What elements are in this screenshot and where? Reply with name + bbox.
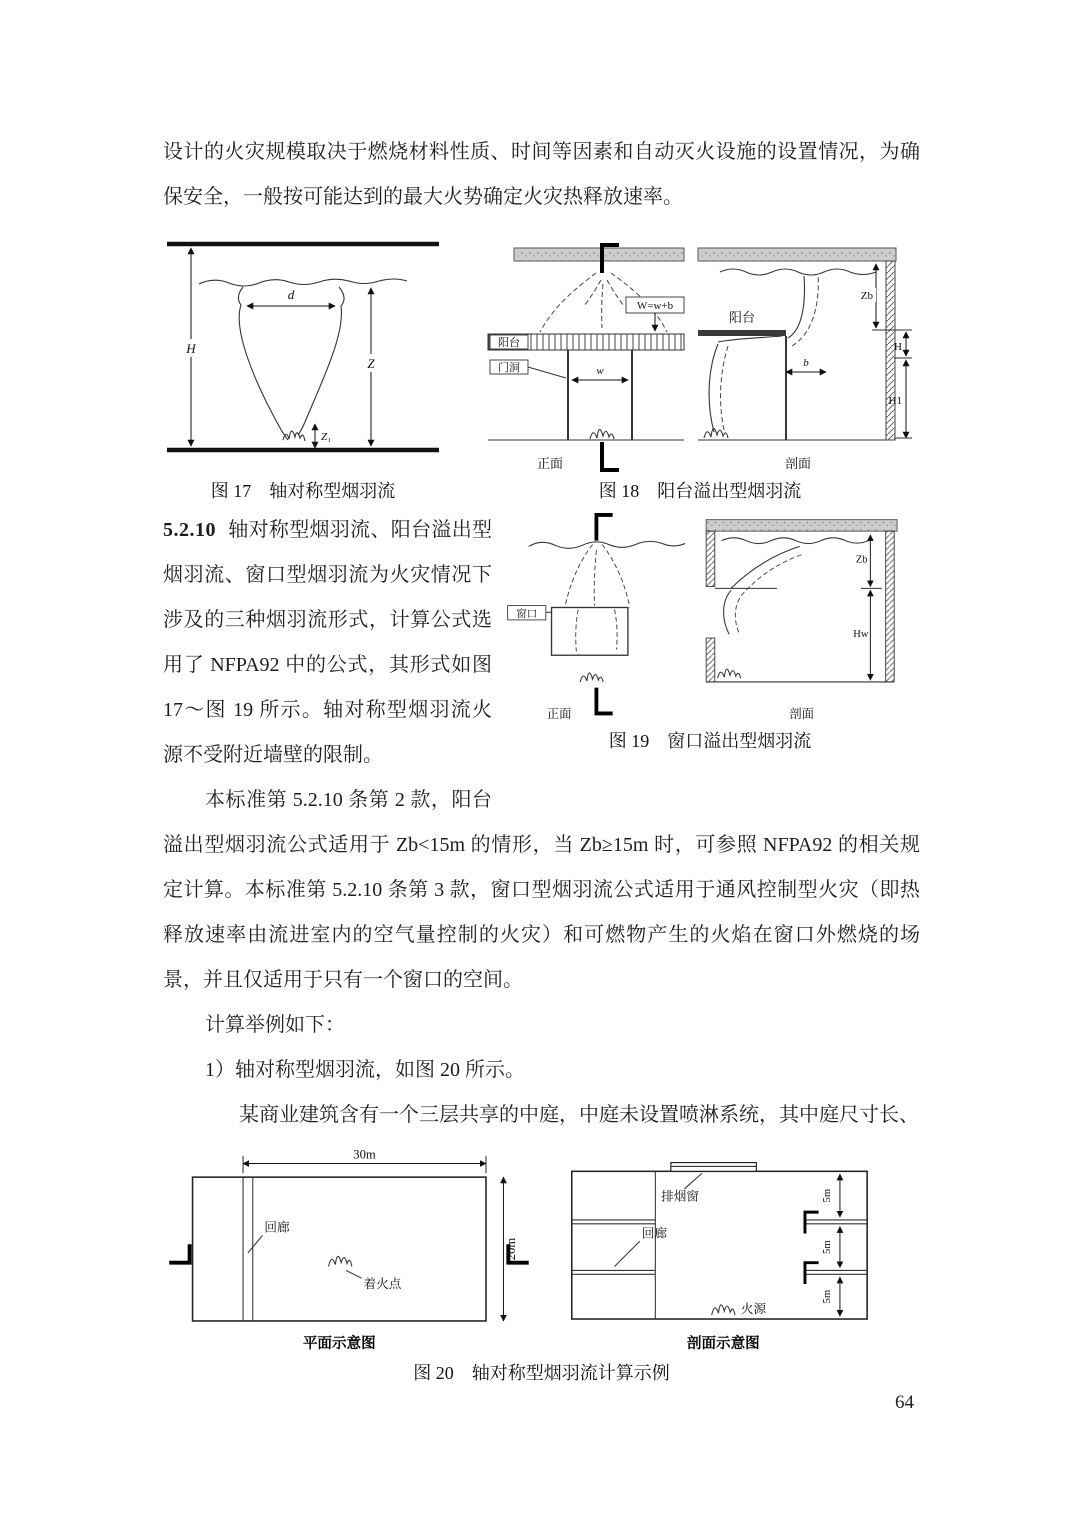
fig17-dimensions (182, 248, 380, 448)
paragraph-example-detail: 某商业建筑含有一个三层共享的中庭，中庭未设置喷淋系统，其中庭尺寸长、 (239, 1104, 919, 1126)
fig20-label-5m-1: 5m (821, 1188, 834, 1203)
figure-20-section-figure (550, 1148, 920, 1354)
section-number: 5.2.10 (163, 519, 216, 541)
fig19-section-view (706, 520, 897, 722)
fig18-front-view (488, 245, 684, 471)
fig19-label-zb: Zb (855, 554, 868, 566)
fig20-label-5m-3: 5m (821, 1289, 834, 1304)
fig17-label-Z1: Z₁ (321, 431, 331, 443)
figure-17-diagram (163, 234, 443, 474)
fig18-label-b: b (803, 357, 809, 369)
fig18-label-section: 剖面 (784, 456, 812, 471)
fig18-label-w: w (596, 365, 604, 377)
section-cut-mark-bottom (596, 688, 612, 714)
fig18-label-h1: H1 (888, 395, 902, 407)
fig18-label-w-eq: W=w+b (636, 300, 674, 312)
fig20-section-shapes (572, 1163, 867, 1353)
figure-20-plan-figure (163, 1148, 533, 1354)
fig17-label-d: d (287, 287, 295, 302)
paragraph-example-item: 1）轴对称型烟羽流，如图 20 所示。 (205, 1059, 525, 1081)
figure-17 (163, 234, 443, 504)
figure-19-caption: 图 19 窗口溢出型烟羽流 (608, 731, 812, 751)
section-text: 轴对称型烟羽流、阳台溢出型烟羽流、窗口型烟羽流为火灾情况下涉及的三种烟羽流形式，计算公式选用了 NFPA92 中的公式，其形式如图 17～图 19 所示。轴对称型烟羽流火源不受附近墙壁的限制。 (163, 519, 492, 766)
fig19-front-view (508, 515, 686, 721)
fig19-section-flame-icon (718, 669, 741, 678)
figure-19-diagram (500, 512, 920, 724)
fig18-label-h: H (894, 341, 902, 353)
fig20-label-20m: 20m (504, 1237, 519, 1261)
fig20-label-5m-2: 5m (821, 1240, 834, 1254)
figure-20 (163, 1148, 920, 1354)
fig20-label-fire: 火源 (740, 1302, 767, 1317)
fire-point-flame-icon (329, 1256, 352, 1266)
fig18-label-balcony-front: 阳台 (498, 337, 520, 349)
page-number: 64 (895, 1392, 914, 1413)
fig20-section-title: 剖面示意图 (686, 1336, 760, 1353)
fig20-label-corridor-section: 回廊 (641, 1226, 667, 1241)
fig18-label-door: 门洞 (498, 362, 520, 374)
plan-cut-mark-left (169, 1244, 189, 1262)
fig18-label-front: 正面 (536, 456, 564, 471)
figure-20-section (550, 1148, 920, 1354)
fig20-label-corridor-plan: 回廊 (264, 1220, 290, 1235)
fig17-label-Z: Z (367, 356, 375, 371)
section-slab-mark-1 (805, 1212, 819, 1233)
paragraph-standard-notes: 本标准第 5.2.10 条第 2 款，阳台溢出型烟羽流公式适用于 Zb<15m 的情形，当 Zb≥15m 时，可参照 NFPA92 的相关规定计算。本标准第 5.2.10 条第 3 款，窗口型烟羽流公式适用于通风控制型火灾（即热释放速率由流进室内的空气量控制的火灾）和可燃物产生的火焰在窗口外燃烧的场景，并且仅适用于只有一个窗口的空间。 (163, 789, 920, 991)
figure-20-plan (163, 1148, 533, 1354)
section-slab-mark-2 (805, 1263, 819, 1284)
fig17-shapes (167, 244, 439, 450)
fig18-label-zb: Zb (860, 290, 873, 302)
fire-source-flame-icon (712, 1305, 735, 1315)
fig20-plan-title: 平面示意图 (302, 1336, 376, 1353)
section-cut-mark-bottom (602, 442, 619, 470)
fig19-front-flame-icon (580, 673, 603, 682)
section-cut-mark-top (596, 515, 612, 541)
fig20-label-fire-point: 着火点 (363, 1276, 402, 1291)
figure-19 (500, 512, 920, 754)
page-content (163, 130, 920, 1388)
figure-row-17-18 (163, 234, 920, 504)
fig20-label-vent: 排烟窗 (661, 1189, 700, 1204)
figure-20-caption: 图 20 轴对称型烟羽流计算示例 (413, 1363, 670, 1383)
fig19-label-hw: Hw (853, 629, 869, 641)
fig18-front-flame-icon (590, 429, 614, 439)
fig18-section-view (698, 248, 912, 471)
fig18-label-balcony-section: 阳台 (728, 310, 756, 325)
fig19-label-section: 剖面 (789, 707, 815, 722)
fig19-label-window: 窗口 (516, 609, 538, 621)
fig17-flame-icon (283, 431, 305, 441)
fig20-label-30m: 30m (353, 1148, 376, 1162)
section-5-2-10-block (163, 508, 920, 1003)
fig20-plan-shapes (169, 1148, 529, 1352)
figure-18-diagram (480, 242, 920, 474)
figure-18-caption: 图 18 阳台溢出型烟羽流 (598, 481, 802, 501)
fig17-label-H: H (186, 341, 196, 356)
fig19-label-front: 正面 (546, 707, 572, 722)
figure-18 (480, 242, 920, 504)
paragraph-example-intro: 计算举例如下： (205, 1014, 345, 1036)
figure-17-caption: 图 17 轴对称型烟羽流 (210, 481, 396, 501)
paragraph-intro: 设计的火灾规模取决于燃烧材料性质、时间等因素和自动灭火设施的设置情况，为确保安全，一般按可能达到的最大火势确定火灾热释放速率。 (163, 141, 920, 208)
